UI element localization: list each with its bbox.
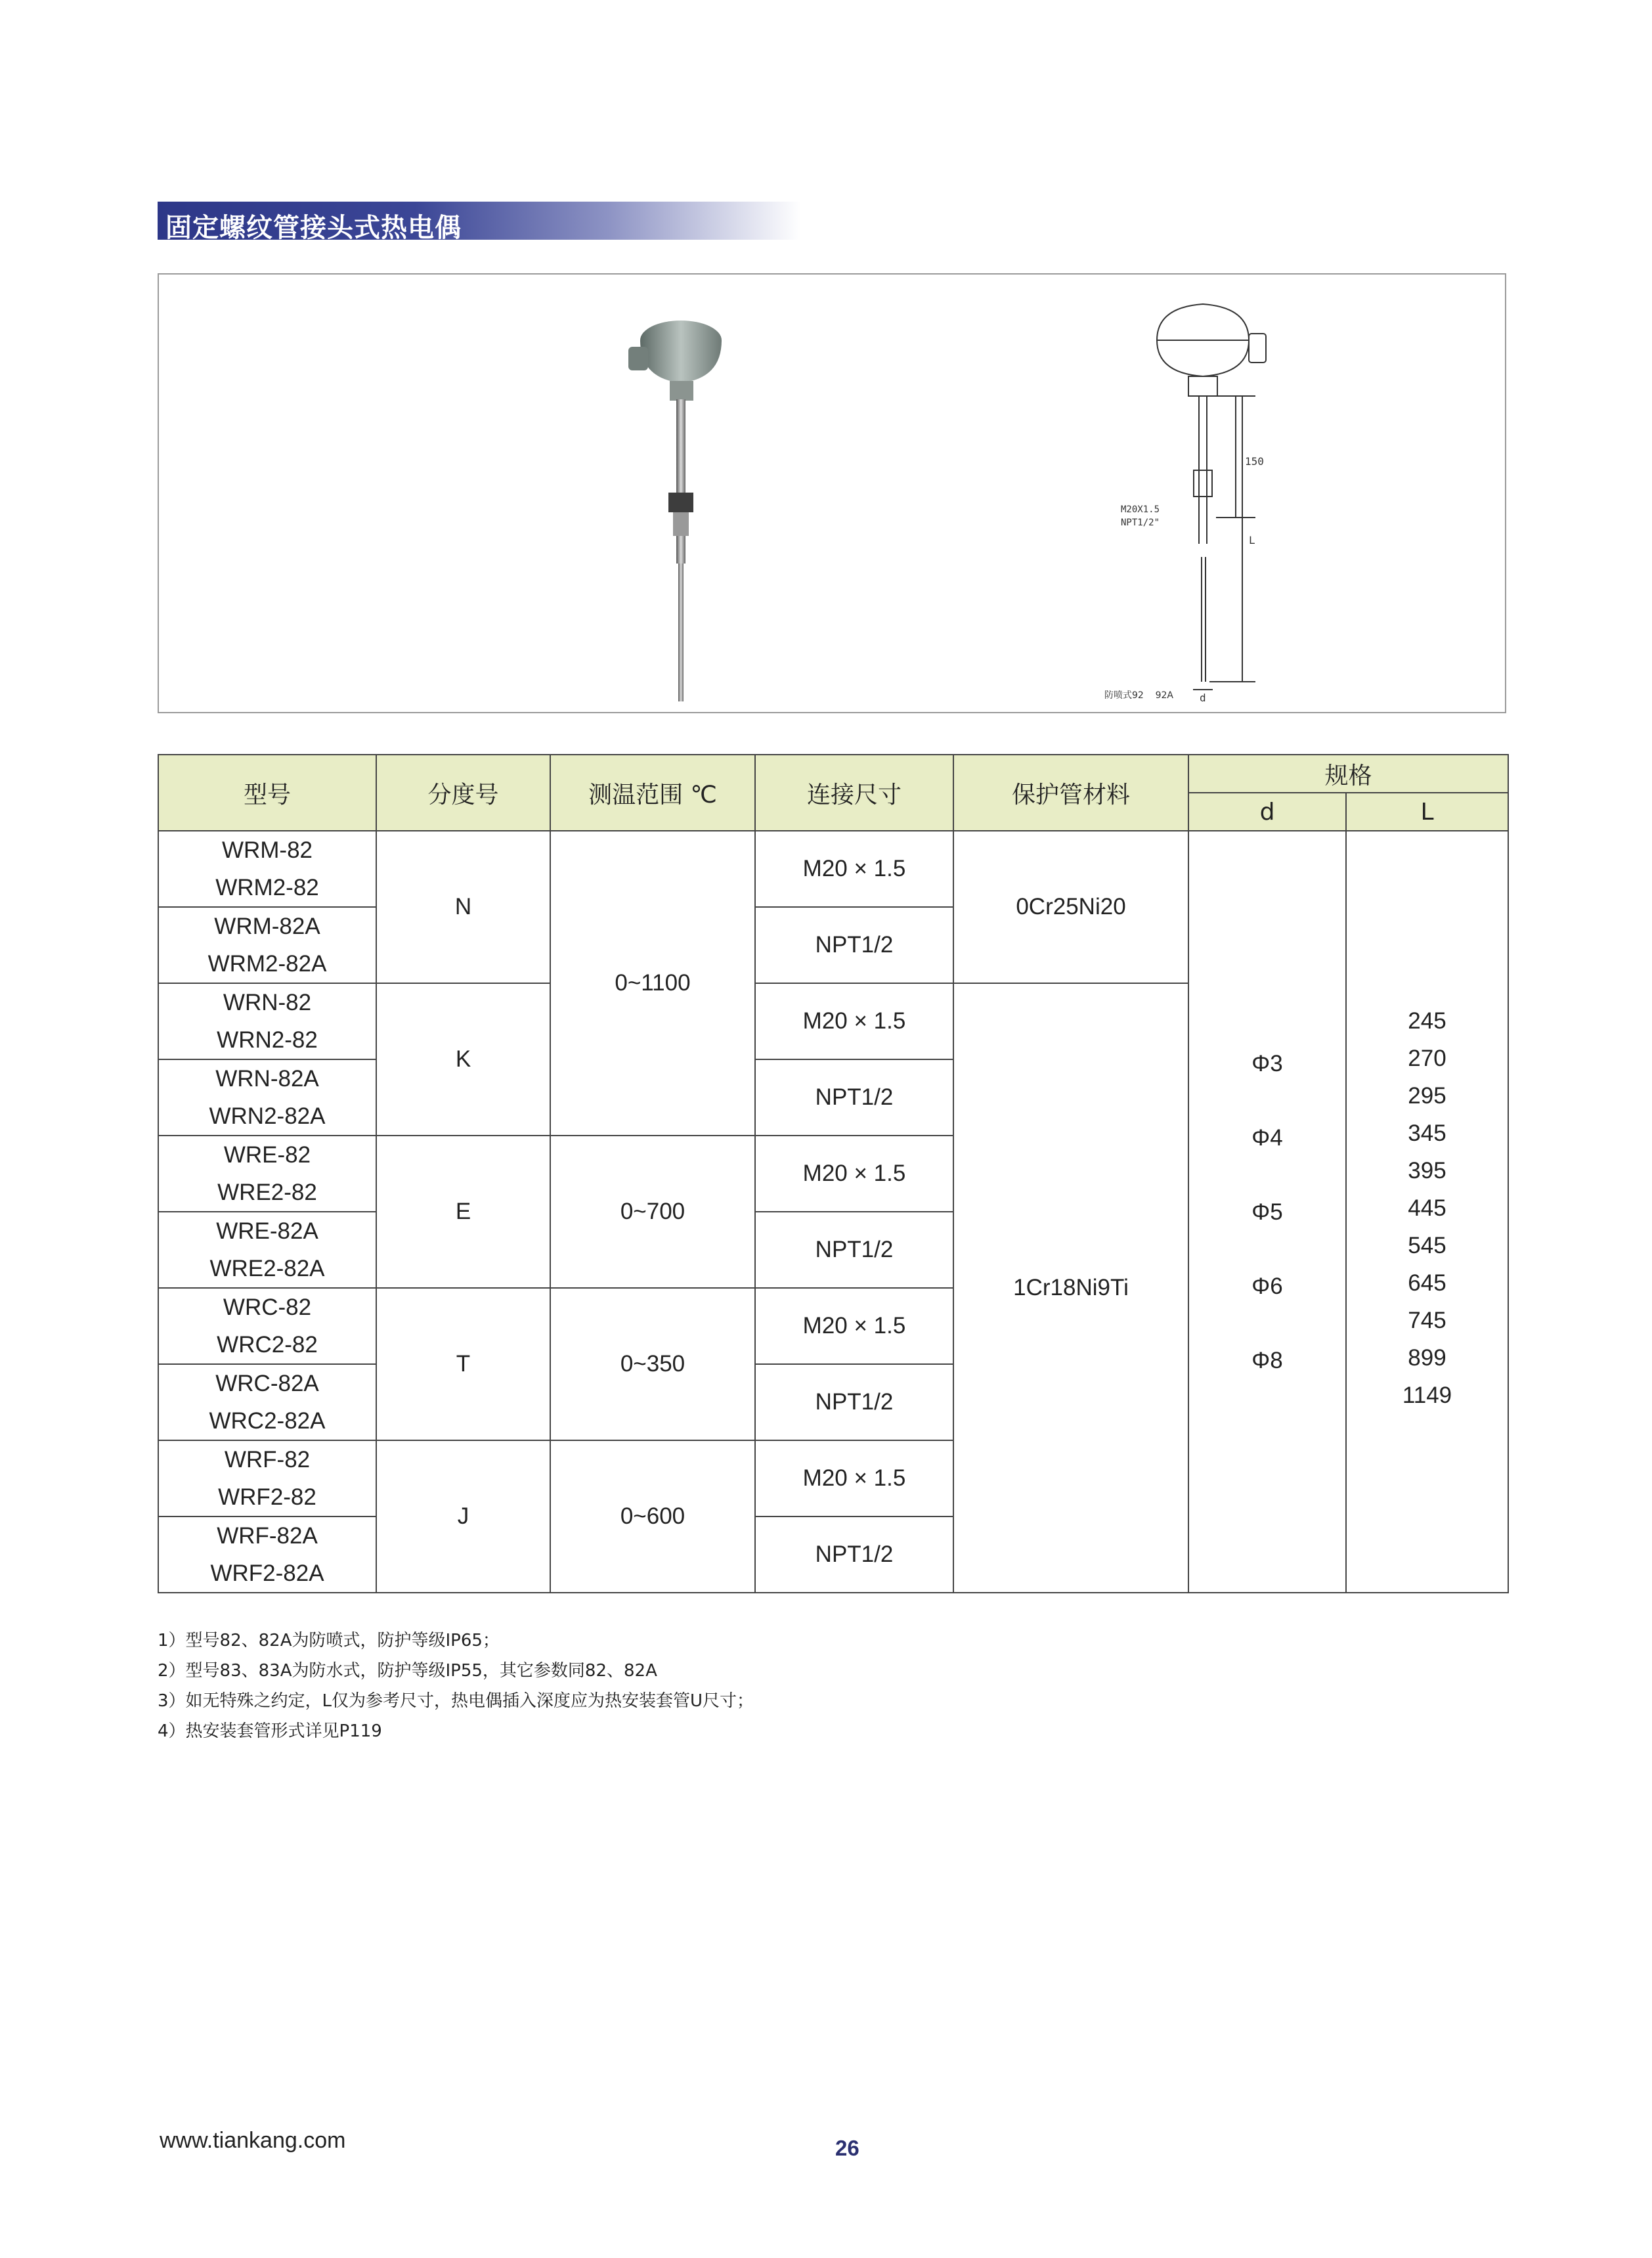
dimension-drawing	[1058, 288, 1426, 708]
model-name: WRC2-82	[217, 1332, 318, 1358]
model-name: WRE2-82	[217, 1180, 317, 1205]
note-item: 1）型号82、82A为防喷式，防护等级IP65；	[158, 1631, 500, 1650]
L-value: 395	[1408, 1158, 1446, 1184]
header-spec: 规格	[1188, 755, 1508, 793]
model-name: WRF-82A	[217, 1523, 318, 1549]
d-value: Φ5	[1251, 1199, 1283, 1225]
header-range: 测温范围 ℃	[550, 755, 755, 831]
range-cell: 0~600	[550, 1440, 755, 1593]
range-cell: 0~1100	[550, 831, 755, 1136]
L-value: 745	[1408, 1308, 1446, 1333]
model-name: WRN-82A	[215, 1066, 319, 1092]
graduation-cell: N	[376, 831, 550, 983]
connection-cell: M20 × 1.5	[755, 831, 953, 907]
drawing-caption: 防喷式92 92A	[1104, 690, 1174, 701]
dim-label-150: 150	[1245, 455, 1264, 468]
d-value: Φ3	[1251, 1050, 1283, 1076]
L-value: 1149	[1402, 1383, 1452, 1408]
graduation-cell: T	[376, 1288, 550, 1440]
section-title-band	[158, 202, 801, 243]
model-name: WRN2-82A	[209, 1103, 326, 1129]
d-value: Φ6	[1251, 1273, 1283, 1299]
connection-cell: M20 × 1.5	[755, 1136, 953, 1212]
product-image-frame	[158, 273, 1506, 713]
L-value: 345	[1408, 1120, 1446, 1146]
graduation-cell: E	[376, 1136, 550, 1288]
model-cell	[158, 1136, 376, 1212]
spec-table	[158, 754, 1509, 1593]
model-cell	[158, 1440, 376, 1516]
graduation-cell: J	[376, 1440, 550, 1593]
model-name: WRM-82	[221, 837, 313, 863]
model-name: WRM-82A	[214, 914, 320, 939]
model-name: WRE-82A	[216, 1218, 318, 1244]
model-name: WRC-82	[223, 1295, 312, 1320]
L-value: 645	[1408, 1270, 1446, 1296]
dim-label-thread-1: M20X1.5	[1121, 504, 1160, 515]
model-cell	[158, 983, 376, 1059]
header-material: 保护管材料	[953, 755, 1188, 831]
L-values-cell	[1346, 831, 1508, 1593]
connection-cell: NPT1/2	[755, 1364, 953, 1440]
L-value: 245	[1408, 1008, 1446, 1034]
model-cell	[158, 831, 376, 907]
graduation-cell: K	[376, 983, 550, 1136]
model-name: WRF2-82A	[210, 1561, 324, 1586]
model-cell	[158, 1059, 376, 1136]
model-name: WRF-82	[224, 1447, 311, 1472]
header-connection: 连接尺寸	[755, 755, 953, 831]
range-cell: 0~700	[550, 1136, 755, 1288]
model-cell	[158, 1516, 376, 1593]
section-title: 固定螺纹管接头式热电偶	[165, 213, 462, 243]
range-cell: 0~350	[550, 1288, 755, 1440]
connection-cell: NPT1/2	[755, 1059, 953, 1136]
L-value: 295	[1408, 1083, 1446, 1109]
header-model: 型号	[158, 755, 376, 831]
model-name: WRC2-82A	[209, 1408, 326, 1434]
header-L: L	[1346, 793, 1508, 831]
model-name: WRM2-82A	[207, 951, 327, 977]
model-cell	[158, 1288, 376, 1364]
model-name: WRM2-82	[215, 875, 319, 900]
connection-cell: M20 × 1.5	[755, 1288, 953, 1364]
model-cell	[158, 1364, 376, 1440]
d-value: Φ4	[1251, 1124, 1283, 1151]
model-name: WRF2-82	[218, 1484, 316, 1510]
material-cell: 0Cr25Ni20	[953, 831, 1188, 983]
connection-cell: M20 × 1.5	[755, 1440, 953, 1516]
model-name: WRN2-82	[217, 1027, 318, 1053]
header-d: d	[1188, 793, 1346, 831]
note-item: 3）如无特殊之约定，L仅为参考尺寸，热电偶插入深度应为热安装套管U尺寸；	[158, 1691, 754, 1711]
model-name: WRE2-82A	[209, 1256, 325, 1281]
thermocouple-photo	[612, 301, 770, 708]
connection-cell: M20 × 1.5	[755, 983, 953, 1059]
model-name: WRE-82	[223, 1142, 311, 1168]
model-cell	[158, 907, 376, 983]
d-value: Φ8	[1251, 1347, 1283, 1373]
dim-label-d: d	[1200, 692, 1206, 704]
note-item: 4）热安装套管形式详见P119	[158, 1721, 382, 1741]
header-graduation: 分度号	[376, 755, 550, 831]
L-value: 270	[1408, 1046, 1446, 1071]
connection-cell: NPT1/2	[755, 1212, 953, 1288]
model-name: WRN-82	[223, 990, 312, 1015]
material-cell: 1Cr18Ni9Ti	[953, 983, 1188, 1593]
dim-label-L: L	[1249, 534, 1255, 546]
model-name: WRC-82A	[215, 1371, 319, 1396]
dim-label-thread-2: NPT1/2"	[1121, 518, 1160, 528]
L-value: 445	[1408, 1195, 1446, 1221]
page-number: 26	[835, 2136, 859, 2160]
connection-cell: NPT1/2	[755, 907, 953, 983]
d-values-cell	[1188, 831, 1346, 1593]
L-value: 545	[1408, 1233, 1446, 1258]
model-cell	[158, 1212, 376, 1288]
notes-list	[158, 1626, 1208, 1746]
connection-cell: NPT1/2	[755, 1516, 953, 1593]
footer-website: www.tiankang.com	[160, 2128, 346, 2153]
L-value: 899	[1408, 1345, 1446, 1371]
note-item: 2）型号83、83A为防水式，防护等级IP55，其它参数同82、82A	[158, 1661, 657, 1681]
